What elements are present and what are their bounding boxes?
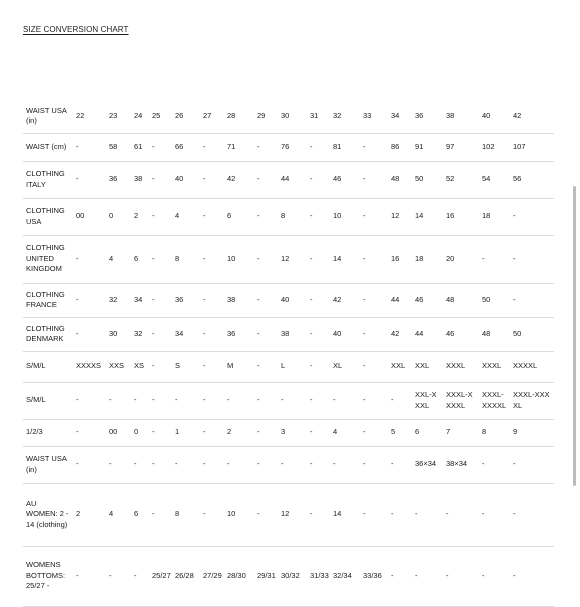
table-cell: 46 bbox=[330, 161, 360, 198]
table-cell: - bbox=[73, 317, 106, 351]
table-cell: - bbox=[360, 133, 388, 161]
table-cell: - bbox=[254, 351, 278, 382]
table-cell: - bbox=[73, 235, 106, 283]
table-cell: 24 bbox=[131, 100, 149, 133]
table-cell: - bbox=[307, 446, 330, 483]
table-cell: S bbox=[172, 351, 200, 382]
table-cell: 3 bbox=[278, 419, 307, 446]
table-cell: - bbox=[360, 283, 388, 317]
table-cell: - bbox=[224, 382, 254, 419]
table-cell: 4 bbox=[330, 419, 360, 446]
table-cell: 23 bbox=[106, 100, 131, 133]
table-cell: - bbox=[200, 133, 224, 161]
table-cell: - bbox=[131, 546, 149, 606]
table-cell: - bbox=[254, 382, 278, 419]
table-cell: - bbox=[149, 446, 172, 483]
table-cell: 9 bbox=[510, 419, 554, 446]
table-cell: 38 bbox=[224, 283, 254, 317]
table-row bbox=[23, 100, 554, 133]
table-cell: XXXXS bbox=[73, 351, 106, 382]
table-cell: 14 bbox=[330, 235, 360, 283]
table-cell: 44 bbox=[278, 161, 307, 198]
table-cell: 34 bbox=[131, 283, 149, 317]
table-cell: - bbox=[360, 235, 388, 283]
table-cell: 46 bbox=[443, 317, 479, 351]
table-cell: - bbox=[149, 382, 172, 419]
table-cell: - bbox=[510, 546, 554, 606]
table-cell: - bbox=[200, 446, 224, 483]
table-cell: - bbox=[307, 161, 330, 198]
table-row bbox=[23, 483, 554, 546]
table-cell: - bbox=[510, 198, 554, 235]
table-cell: - bbox=[388, 546, 412, 606]
table-cell: 20 bbox=[443, 235, 479, 283]
table-cell: 26/28 bbox=[172, 546, 200, 606]
table-cell: 86 bbox=[388, 133, 412, 161]
table-cell: 38 bbox=[443, 100, 479, 133]
row-label: WAIST USA (in) bbox=[23, 446, 73, 483]
size-conversion-table bbox=[23, 100, 554, 607]
table-cell: - bbox=[307, 351, 330, 382]
table-cell: - bbox=[307, 198, 330, 235]
table-cell: - bbox=[412, 546, 443, 606]
table-cell: - bbox=[200, 161, 224, 198]
table-cell: - bbox=[73, 133, 106, 161]
table-cell: - bbox=[307, 419, 330, 446]
table-cell: L bbox=[278, 351, 307, 382]
table-cell: 00 bbox=[73, 198, 106, 235]
table-cell: - bbox=[254, 483, 278, 546]
table-row bbox=[23, 446, 554, 483]
table-cell: - bbox=[149, 419, 172, 446]
table-cell: 102 bbox=[479, 133, 510, 161]
table-cell: - bbox=[131, 446, 149, 483]
table-cell: - bbox=[149, 235, 172, 283]
table-cell: - bbox=[307, 483, 330, 546]
table-cell: - bbox=[510, 483, 554, 546]
table-cell: 6 bbox=[224, 198, 254, 235]
table-cell: 29/31 bbox=[254, 546, 278, 606]
table-cell: - bbox=[254, 317, 278, 351]
table-cell: - bbox=[254, 283, 278, 317]
table-cell: 5 bbox=[388, 419, 412, 446]
table-cell: 2 bbox=[224, 419, 254, 446]
row-label: WAIST USA (in) bbox=[23, 100, 73, 133]
row-label: WAIST (cm) bbox=[23, 133, 73, 161]
table-cell: 61 bbox=[131, 133, 149, 161]
table-cell: - bbox=[479, 235, 510, 283]
table-cell: 50 bbox=[412, 161, 443, 198]
table-cell: - bbox=[388, 446, 412, 483]
table-cell: XL bbox=[330, 351, 360, 382]
table-cell: XXL bbox=[388, 351, 412, 382]
table-cell: 40 bbox=[172, 161, 200, 198]
table-cell: 25/27 bbox=[149, 546, 172, 606]
table-cell: - bbox=[149, 161, 172, 198]
table-cell: - bbox=[149, 198, 172, 235]
table-cell: XXL bbox=[412, 351, 443, 382]
table-cell: - bbox=[200, 483, 224, 546]
table-cell: - bbox=[149, 351, 172, 382]
table-cell: - bbox=[254, 198, 278, 235]
table-cell: 56 bbox=[510, 161, 554, 198]
table-cell: XXXL-XXXXL bbox=[510, 382, 554, 419]
table-cell: - bbox=[106, 546, 131, 606]
table-cell: 38×34 bbox=[443, 446, 479, 483]
table-cell: - bbox=[73, 446, 106, 483]
table-cell: 38 bbox=[278, 317, 307, 351]
row-label: 1/2/3 bbox=[23, 419, 73, 446]
table-cell: - bbox=[200, 283, 224, 317]
table-cell: 42 bbox=[388, 317, 412, 351]
table-cell: 10 bbox=[224, 483, 254, 546]
table-cell: 22 bbox=[73, 100, 106, 133]
table-cell: - bbox=[106, 382, 131, 419]
table-cell: 18 bbox=[412, 235, 443, 283]
table-cell: - bbox=[360, 198, 388, 235]
table-cell: - bbox=[360, 317, 388, 351]
table-row bbox=[23, 161, 554, 198]
table-cell: - bbox=[254, 446, 278, 483]
table-cell: - bbox=[200, 382, 224, 419]
table-cell: - bbox=[443, 546, 479, 606]
table-cell: 40 bbox=[479, 100, 510, 133]
row-label: AU WOMEN: 2 - 14 (clothing) bbox=[23, 483, 73, 546]
table-cell: 14 bbox=[330, 483, 360, 546]
table-cell: 58 bbox=[106, 133, 131, 161]
table-cell: 6 bbox=[412, 419, 443, 446]
table-cell: 0 bbox=[106, 198, 131, 235]
table-cell: 31/33 bbox=[307, 546, 330, 606]
row-label: CLOTHING ITALY bbox=[23, 161, 73, 198]
table-cell: XXL-XXXL bbox=[412, 382, 443, 419]
table-cell: 91 bbox=[412, 133, 443, 161]
table-cell: - bbox=[360, 351, 388, 382]
table-cell: 16 bbox=[443, 198, 479, 235]
table-cell: 38 bbox=[131, 161, 149, 198]
table-cell: - bbox=[479, 446, 510, 483]
table-cell: - bbox=[443, 483, 479, 546]
table-cell: 12 bbox=[388, 198, 412, 235]
table-cell: - bbox=[360, 419, 388, 446]
table-cell: 32 bbox=[131, 317, 149, 351]
table-cell: - bbox=[307, 317, 330, 351]
table-cell: 28/30 bbox=[224, 546, 254, 606]
row-label: CLOTHING UNITED KINGDOM bbox=[23, 235, 73, 283]
table-cell: 27 bbox=[200, 100, 224, 133]
table-cell: 107 bbox=[510, 133, 554, 161]
table-cell: - bbox=[510, 446, 554, 483]
table-cell: 66 bbox=[172, 133, 200, 161]
row-label: S/M/L bbox=[23, 351, 73, 382]
table-cell: 54 bbox=[479, 161, 510, 198]
table-cell: - bbox=[73, 161, 106, 198]
table-cell: 27/29 bbox=[200, 546, 224, 606]
table-cell: 32/34 bbox=[330, 546, 360, 606]
table-row bbox=[23, 317, 554, 351]
table-cell: XXXXL bbox=[510, 351, 554, 382]
table-cell: 46 bbox=[412, 283, 443, 317]
table-cell: 7 bbox=[443, 419, 479, 446]
table-cell: - bbox=[149, 283, 172, 317]
table-cell: 4 bbox=[106, 483, 131, 546]
table-cell: 71 bbox=[224, 133, 254, 161]
table-cell: - bbox=[360, 161, 388, 198]
table-cell: 48 bbox=[479, 317, 510, 351]
table-cell: - bbox=[307, 283, 330, 317]
table-cell: 2 bbox=[73, 483, 106, 546]
table-cell: 48 bbox=[388, 161, 412, 198]
table-cell: - bbox=[330, 446, 360, 483]
vertical-scrollbar[interactable] bbox=[573, 186, 576, 486]
table-row bbox=[23, 198, 554, 235]
page-title: SIZE CONVERSION CHART bbox=[23, 25, 129, 34]
table-cell: 97 bbox=[443, 133, 479, 161]
table-cell: - bbox=[307, 382, 330, 419]
table-cell: 32 bbox=[330, 100, 360, 133]
table-cell: 32 bbox=[106, 283, 131, 317]
table-cell: 40 bbox=[330, 317, 360, 351]
table-row bbox=[23, 419, 554, 446]
table-cell: - bbox=[330, 382, 360, 419]
table-cell: 8 bbox=[479, 419, 510, 446]
table-cell: - bbox=[510, 235, 554, 283]
table-cell: 52 bbox=[443, 161, 479, 198]
table-row bbox=[23, 546, 554, 606]
table-cell: 6 bbox=[131, 483, 149, 546]
table-cell: 1 bbox=[172, 419, 200, 446]
table-cell: 44 bbox=[388, 283, 412, 317]
table-cell: - bbox=[254, 419, 278, 446]
table-cell: - bbox=[224, 446, 254, 483]
table-cell: XXXL-XXXXL bbox=[479, 382, 510, 419]
table-cell: 42 bbox=[224, 161, 254, 198]
table-cell: - bbox=[360, 483, 388, 546]
table-cell: 0 bbox=[131, 419, 149, 446]
table-cell: - bbox=[131, 382, 149, 419]
table-cell: - bbox=[73, 382, 106, 419]
table-cell: - bbox=[200, 317, 224, 351]
table-cell: 50 bbox=[510, 317, 554, 351]
table-cell: 40 bbox=[278, 283, 307, 317]
table-cell: 50 bbox=[479, 283, 510, 317]
table-cell: 12 bbox=[278, 483, 307, 546]
table-cell: - bbox=[200, 198, 224, 235]
table-cell: 25 bbox=[149, 100, 172, 133]
row-label: CLOTHING USA bbox=[23, 198, 73, 235]
table-cell: - bbox=[73, 546, 106, 606]
table-cell: 8 bbox=[172, 235, 200, 283]
table-cell: 28 bbox=[224, 100, 254, 133]
row-label: CLOTHING DENMARK bbox=[23, 317, 73, 351]
table-cell: 31 bbox=[307, 100, 330, 133]
table-cell: - bbox=[278, 446, 307, 483]
table-cell: - bbox=[200, 351, 224, 382]
table-cell: - bbox=[360, 446, 388, 483]
table-cell: 30/32 bbox=[278, 546, 307, 606]
table-cell: - bbox=[254, 133, 278, 161]
table-cell: 44 bbox=[412, 317, 443, 351]
table-cell: 26 bbox=[172, 100, 200, 133]
table-cell: - bbox=[254, 235, 278, 283]
table-cell: - bbox=[307, 235, 330, 283]
row-label: CLOTHING FRANCE bbox=[23, 283, 73, 317]
table-cell: 10 bbox=[330, 198, 360, 235]
table-cell: 34 bbox=[388, 100, 412, 133]
row-label: WOMENS BOTTOMS: 25/27 - bbox=[23, 546, 73, 606]
table-cell: - bbox=[73, 419, 106, 446]
table-cell: - bbox=[510, 283, 554, 317]
table-cell: - bbox=[479, 546, 510, 606]
table-cell: - bbox=[149, 133, 172, 161]
table-cell: 36 bbox=[172, 283, 200, 317]
table-cell: 42 bbox=[330, 283, 360, 317]
table-cell: - bbox=[106, 446, 131, 483]
table-cell: 30 bbox=[278, 100, 307, 133]
table-cell: XXS bbox=[106, 351, 131, 382]
table-row bbox=[23, 133, 554, 161]
table-cell: 16 bbox=[388, 235, 412, 283]
table-cell: - bbox=[73, 283, 106, 317]
table-cell: - bbox=[200, 419, 224, 446]
table-cell: - bbox=[307, 133, 330, 161]
table-cell: 36 bbox=[224, 317, 254, 351]
table-cell: 8 bbox=[172, 483, 200, 546]
table-cell: XS bbox=[131, 351, 149, 382]
table-row bbox=[23, 382, 554, 419]
table-cell: XXXL bbox=[479, 351, 510, 382]
table-cell: 4 bbox=[106, 235, 131, 283]
table-cell: 18 bbox=[479, 198, 510, 235]
table-cell: - bbox=[278, 382, 307, 419]
table-cell: 36 bbox=[412, 100, 443, 133]
table-cell: 29 bbox=[254, 100, 278, 133]
table-cell: - bbox=[360, 382, 388, 419]
table-cell: - bbox=[388, 483, 412, 546]
table-cell: 33/36 bbox=[360, 546, 388, 606]
table-cell: 8 bbox=[278, 198, 307, 235]
table-row bbox=[23, 351, 554, 382]
table-cell: 36×34 bbox=[412, 446, 443, 483]
table-cell: 00 bbox=[106, 419, 131, 446]
table-cell: 34 bbox=[172, 317, 200, 351]
table-cell: 33 bbox=[360, 100, 388, 133]
table-cell: - bbox=[412, 483, 443, 546]
table-cell: 48 bbox=[443, 283, 479, 317]
table-cell: - bbox=[479, 483, 510, 546]
table-cell: - bbox=[200, 235, 224, 283]
table-cell: 30 bbox=[106, 317, 131, 351]
table-row bbox=[23, 283, 554, 317]
table-cell: 2 bbox=[131, 198, 149, 235]
table-cell: - bbox=[254, 161, 278, 198]
table-cell: 81 bbox=[330, 133, 360, 161]
table-cell: - bbox=[388, 382, 412, 419]
table-cell: XXXL-XXXXL bbox=[443, 382, 479, 419]
table-cell: 36 bbox=[106, 161, 131, 198]
table-cell: 4 bbox=[172, 198, 200, 235]
table-cell: - bbox=[149, 483, 172, 546]
table-cell: 76 bbox=[278, 133, 307, 161]
table-cell: - bbox=[172, 446, 200, 483]
table-cell: 10 bbox=[224, 235, 254, 283]
table-cell: XXXL bbox=[443, 351, 479, 382]
table-cell: 6 bbox=[131, 235, 149, 283]
table-cell: - bbox=[149, 317, 172, 351]
table-cell: M bbox=[224, 351, 254, 382]
table-cell: - bbox=[172, 382, 200, 419]
table-cell: 14 bbox=[412, 198, 443, 235]
table-row bbox=[23, 235, 554, 283]
row-label: S/M/L bbox=[23, 382, 73, 419]
table-cell: 12 bbox=[278, 235, 307, 283]
table-cell: 42 bbox=[510, 100, 554, 133]
